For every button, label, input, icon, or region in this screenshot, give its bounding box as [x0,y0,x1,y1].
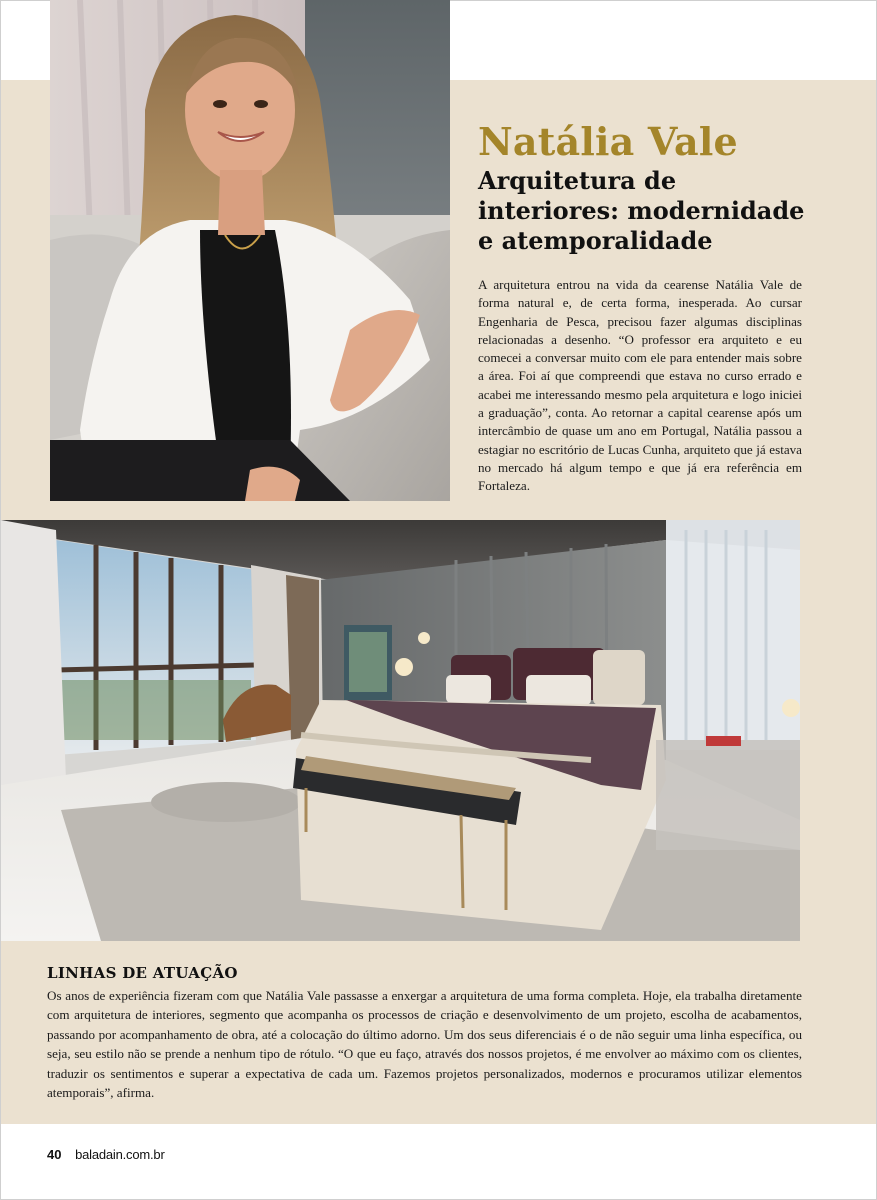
portrait-photo [50,0,450,501]
section-heading: LINHAS DE ATUAÇÃO [47,964,238,982]
bedroom-photo [1,520,800,941]
site-url[interactable]: baladain.com.br [75,1147,165,1162]
section-paragraph: Os anos de experiência fizeram com que Natália Vale passasse a enxergar a arquitetura de uma forma completa. Hoje, ela trabalha diretamente com arquitetura de interiores, segmento que acompanha os processos de criação e desenvolvimento de um projeto, escolha de acabamentos, passando por acompanhamento de obra, até a colocação do último adorno. Um dos seus diferenciais é o de não seguir uma linha específica, ou seja, seu estilo não se prende a nenhum tipo de rótulo. “O que eu faço, através dos nossos projetos, é me envolver ao máximo com os clientes, traduzir os sentimentos e superar a expectativa de cada um. Fazemos projetos personalizados, modernos e procuramos utilizar elementos atemporais”, afirma. [47,988,802,1101]
article-subtitle: Arquitetura de interiores: modernidade e atemporalidade [478,166,805,255]
page-number: 40 [47,1147,62,1162]
portrait-illustration [50,0,450,501]
bedroom-illustration [1,520,800,941]
intro-paragraph: A arquitetura entrou na vida da cearense Natália Vale de forma natural e, de certa forma, inesperada. Ao cursar Engenharia de Pesca, precisou fazer algumas disciplinas relacionadas a desenho. “O professor era arquiteto e eu comecei a conversar muito com ele para entender mais sobre a área. Foi aí que compreendi que estava no curso errado e acabei me interessando mesmo pela arquitetura e logo iniciei a graduação”, conta. Ao retornar a capital cearense após um intercâmbio de quase um ano em Portugal, Natália passou a estagiar no escritório de Lucas Cunha, arquiteto que já estava no mercado há algum tempo e que já era referência em Fortaleza. [478,277,802,494]
article-title-name: Natália Vale [478,119,738,164]
page-footer [47,1146,165,1164]
